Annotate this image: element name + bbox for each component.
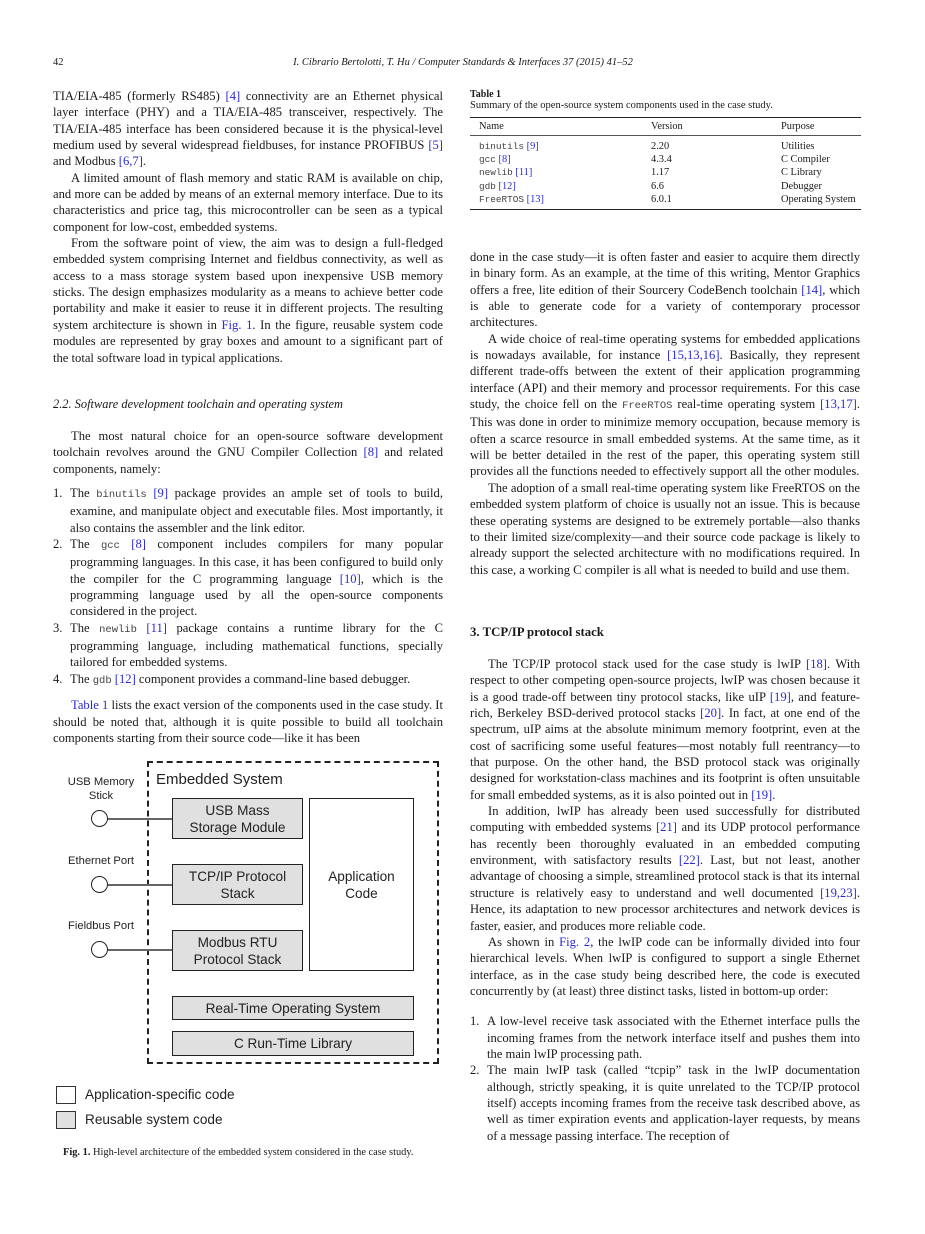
paragraph — [470, 934, 860, 999]
figure-1-caption — [63, 1147, 413, 1158]
text: real-time operating system — [672, 397, 821, 412]
usb-port-icon — [91, 810, 108, 827]
tcpip-protocol-stack-module — [172, 864, 303, 905]
column-header-name: Name — [470, 118, 642, 136]
text: A low-level receive task associated with the Ethernet interface pulls the incoming frames from the network interface itself and pushes them into the main lwIP processing path. — [487, 1014, 860, 1061]
text: The — [70, 486, 97, 501]
list-item — [53, 536, 443, 620]
code-term: gcc — [100, 540, 120, 553]
text: . Basically, they represent different trade-offs between the extent of their application programming interface (API) and their memory and processor requirements. For this case study, the choice fell on the — [470, 348, 860, 412]
connector-line — [108, 818, 172, 820]
caption-text: High-level architecture of the embedded system considered in the case study. — [90, 1147, 414, 1158]
citation-link[interactable]: [13] — [526, 193, 544, 205]
citation-link[interactable]: [4] — [225, 89, 241, 103]
table-row — [470, 193, 861, 210]
text: , and feature-rich, Berkeley BSD-derived protocol stacks — [470, 689, 860, 721]
text: Stick — [88, 790, 114, 802]
text: The — [70, 620, 100, 635]
running-header-citation: I. Cibrario Bertolotti, T. Hu / Computer Standards & Interfaces 37 (2015) 41–52 — [293, 57, 633, 68]
modbus-rtu-protocol-stack-module — [172, 930, 303, 971]
citation-link[interactable]: [11] — [146, 620, 167, 635]
list-number: 1. — [53, 486, 63, 501]
fieldbus-port-icon — [91, 941, 108, 958]
citation-link[interactable]: [9] — [526, 141, 539, 152]
citation-link[interactable]: [19,23] — [820, 885, 857, 900]
text: USB Mass — [205, 802, 270, 818]
rtos-module: Real-Time Operating System — [172, 996, 414, 1020]
text: connectivity are an Ethernet physical layer interface (PHY) and a TIA/EIA-485 transceiver, respectively. The TIA/EIA-485 interface has been considered because it is the physical-level medium used by several widespread fieldbuses, for instance PROFIBUS — [53, 89, 443, 153]
text: package provides an ample set of tools to build, examine, and manipulate object and executable files. Most importantly, it also contains the assembler and the link editor. — [70, 486, 443, 535]
port-label-usb — [56, 775, 146, 803]
paragraph: A limited amount of flash memory and static RAM is available on chip, and more can be added by means of an external memory interface. Due to its characteristics and price tag, this microcontroller can be seen as a typical component for low-cost, embedded systems. — [53, 170, 443, 234]
container-label: Embedded System — [156, 771, 283, 788]
connector-line — [108, 949, 172, 951]
text: . — [142, 154, 147, 169]
usb-mass-storage-module — [172, 798, 303, 839]
text: component provides a command-line based debugger. — [135, 671, 411, 686]
paragraph — [470, 249, 860, 331]
table-subtitle: Summary of the open-source system components used in the case study. — [470, 100, 773, 111]
text: . In the figure, reusable system code modules are represented by gray boxes and amount to a significant part of the total software load in typical applications. — [53, 317, 443, 365]
column-header-version: Version — [642, 118, 772, 136]
cell-name — [470, 153, 642, 166]
text: Code — [345, 885, 378, 901]
list-number: 1. — [470, 1014, 480, 1029]
citation-link[interactable]: [12] — [498, 180, 516, 192]
code-term: FreeRTOS — [622, 400, 673, 413]
paragraph — [53, 428, 443, 477]
cell-version: 6.6 — [651, 180, 664, 192]
citation-link[interactable]: [22] — [678, 853, 700, 868]
text: and related components, namely: — [53, 445, 443, 476]
right-column — [470, 249, 860, 578]
toolchain-list — [53, 485, 443, 689]
paragraph — [53, 697, 443, 746]
text: Protocol Stack — [193, 951, 282, 967]
figure-link[interactable]: Fig. 2 — [559, 934, 591, 949]
section-heading-3: 3. TCP/IP protocol stack — [470, 625, 604, 639]
text: component includes compilers for many popular programming languages. In this case, it has been configured to build only the compiler for the C programming language — [70, 537, 443, 586]
text: , which is the programming language used by all the open-source components considered in the project. — [70, 571, 443, 619]
code-term: newlib — [99, 623, 137, 636]
port-label-ethernet — [56, 854, 146, 868]
paragraph: The adoption of a small real-time operating system like FreeRTOS on the embedded system platform of choice is usually not an issue. This is because these operating systems are designed to be extremely portable—also thanks to their limited size/complexity—and their source code package is likely to already support the selected architecture with no modifications required. In this case, a working C compiler is all what is needed to build and use them. — [470, 480, 860, 577]
cell-name — [470, 136, 642, 154]
text: . — [772, 787, 776, 802]
cell-version: 6.0.1 — [642, 193, 772, 210]
text: Fieldbus Port — [68, 920, 134, 932]
text: package contains a runtime library for the C programming language, including mathematical functions, specially tailored for embedded systems. — [70, 620, 443, 670]
code-term: binutils — [479, 141, 525, 152]
cell-name — [470, 180, 642, 193]
list-number: 2. — [53, 537, 63, 552]
citation-link[interactable]: [5] — [428, 138, 443, 153]
text: The — [70, 671, 93, 686]
figure-link[interactable]: Fig. 1 — [221, 317, 253, 332]
citation-link[interactable]: [8] — [131, 537, 146, 552]
section-heading-2-2: 2.2. Software development toolchain and operating system — [53, 397, 343, 411]
text: The — [70, 537, 101, 552]
text: Stack — [220, 885, 255, 901]
table-row — [470, 180, 861, 193]
paragraph — [53, 88, 443, 170]
table-row — [470, 136, 861, 154]
citation-link[interactable]: [15,13,16] — [667, 348, 720, 363]
list-item — [53, 485, 443, 536]
cell-name — [470, 193, 642, 210]
text: In addition, lwIP has already been used successfully for distributed computing with embedded systems — [470, 804, 860, 835]
text: done in the case study—it is often faster and easier to acquire them directly in binary form. As an example, at the time of this writing, Mentor Graphics offers a free, lite edition of their Sourcery CodeBench toolchain — [470, 250, 860, 297]
text: and its UDP protocol performance has recently been thoroughly evaluated in an embedded computing environment, with satisfactory results — [470, 820, 860, 868]
list-number: 3. — [53, 620, 63, 635]
lwip-task-list — [470, 1013, 860, 1144]
left-column — [53, 88, 443, 366]
cell-purpose: Utilities — [781, 141, 815, 152]
text: The most natural choice for an open-source software development toolchain revolves around the GNU Compiler Collection — [53, 429, 443, 460]
citation-link[interactable]: [10] — [339, 571, 361, 586]
text: Ethernet Port — [68, 855, 134, 867]
cell-purpose: Operating System — [772, 193, 861, 210]
text: lists the exact version of the components used in the case study. It should be noted that, although it is quite possible to build all toolchain components starting from their source code—like it has been — [53, 698, 443, 745]
cell-version: 1.17 — [651, 167, 670, 179]
legend-swatch-reusable — [56, 1111, 76, 1129]
legend-label: Application-specific code — [85, 1087, 235, 1102]
list-number: 2. — [470, 1063, 480, 1078]
list-number: 4. — [53, 671, 63, 686]
table-header-row — [470, 118, 861, 136]
table-1-block — [470, 89, 861, 210]
text: USB Memory — [67, 776, 135, 788]
text: Storage Module — [189, 819, 286, 835]
components-table — [470, 117, 861, 210]
code-term: gdb — [479, 180, 496, 192]
column-header-purpose: Purpose — [772, 118, 861, 136]
text: , the lwIP code can be informally divided into four hierarchical levels. When lwIP is configured to support a single Ethernet interface, as in the case study being described here, the code is executed concurrently by (at least) three distinct tasks, listed in bottom-up order: — [470, 934, 860, 998]
citation-link[interactable]: [20] — [700, 706, 722, 721]
text: A wide choice of real-time operating systems for embedded applications is nowadays available, for instance — [470, 331, 860, 363]
port-label-fieldbus — [56, 919, 146, 933]
text: Application — [328, 868, 395, 884]
cell-version: 2.20 — [651, 141, 670, 152]
citation-link[interactable]: [19] — [769, 689, 791, 704]
paragraph — [470, 656, 860, 803]
cell-purpose: C Library — [781, 167, 822, 179]
paragraph — [53, 235, 443, 366]
citation-link[interactable]: [21] — [655, 820, 677, 835]
code-term: newlib — [479, 167, 513, 179]
text: . This was done in order to minimize memory occupation, because memory is often a scarce resource in small embedded systems. At the same time, as it will be better detailed in the rest of the paper, this operating system still provides all the functions needed to effectively support all the other modules. — [470, 397, 860, 479]
connector-line — [108, 884, 172, 886]
text: , which is able to generate code for a variety of contemporary processor architectures. — [470, 282, 860, 330]
table-title: Table 1 — [470, 89, 502, 100]
text: TIA/EIA-485 (formerly RS485) — [53, 89, 226, 103]
citation-link[interactable]: [12] — [114, 671, 136, 686]
text: . Hence, its adaptation to new processor architectures and network devices is faster, easier, and produces more reliable code. — [470, 885, 860, 933]
cell-purpose: Debugger — [781, 180, 822, 192]
caption-label: Fig. 1. — [63, 1147, 91, 1158]
list-item — [53, 620, 443, 671]
cell-version: 4.3.4 — [651, 154, 672, 166]
text: Modbus RTU — [197, 934, 278, 950]
table-row — [470, 166, 861, 179]
ethernet-port-icon — [91, 876, 108, 893]
cell-name — [470, 166, 642, 179]
cell-purpose: C Compiler — [781, 154, 830, 166]
list-item — [470, 1062, 860, 1144]
citation-link[interactable]: [18] — [806, 657, 827, 671]
application-code-module — [309, 798, 414, 971]
paragraph — [470, 803, 860, 934]
code-term: gdb — [92, 674, 112, 687]
code-term: gcc — [479, 154, 496, 166]
text: The main lwIP task (called “tcpip” task in the lwIP documentation although, strictly speaking, it is quite unrelated to the TCP/IP protocol itself) accepts incoming frames from the receive task described above, as well as timer expiration events and application-layer requests, by means of a message passing interface. The reception of — [487, 1063, 860, 1143]
citation-link[interactable]: [8] — [498, 154, 511, 166]
page-number: 42 — [53, 57, 64, 68]
citation-link[interactable]: [13,17] — [820, 397, 857, 412]
text: The TCP/IP protocol stack used for the case study is lwIP — [488, 657, 806, 671]
list-item — [470, 1013, 860, 1062]
citation-link[interactable]: [19] — [751, 787, 773, 802]
legend-swatch-application-specific — [56, 1086, 76, 1104]
text: . Last, but not least, another advantage of choosing a simple, streamlined protocol stack is that its internal structure is relatively easy to understand and well documented — [470, 853, 860, 900]
right-column-continued — [470, 656, 860, 1144]
text: As shown in — [488, 934, 560, 949]
list-item — [53, 671, 443, 689]
text: TCP/IP Protocol — [188, 868, 287, 884]
text: . With respect to other competing open-source projects, lwIP was chosen because it is a good trade-off between tiny protocol stacks, like uIP — [470, 657, 861, 704]
c-runtime-library-module: C Run-Time Library — [172, 1031, 414, 1056]
table-link[interactable]: Table 1 — [71, 698, 109, 713]
legend-label: Reusable system code — [85, 1112, 223, 1127]
citation-link[interactable]: [11] — [515, 167, 533, 179]
citation-link[interactable]: [6,7] — [118, 154, 143, 169]
text: and Modbus — [53, 154, 119, 169]
code-term: binutils — [96, 489, 147, 502]
text: . In fact, at one end of the spectrum, uIP aims at the absolute minimum memory footprint, even at the cost of sacrificing some useful features—most notably full reentrancy—to that purpose. On the other hand, the BSD protocol stack was originally designed for workstation-class machines and its footprint is often unsuitable for small embedded systems, as it is also pointed out in — [470, 706, 860, 802]
paragraph — [470, 331, 860, 480]
text: From the software point of view, the aim was to design a full-fledged embedded system comprising Internet and fieldbus connectivity, as well as access to a mass storage system based upon inexpensive USB memory sticks. The design emphasizes modularity as a means to achieve better code portability and make it easier to reuse it in different projects. The resulting system architecture is shown in — [53, 236, 443, 332]
citation-link[interactable]: [9] — [153, 486, 169, 501]
citation-link[interactable]: [14] — [801, 282, 823, 297]
table-row — [470, 153, 861, 166]
code-term: FreeRTOS — [479, 193, 525, 205]
citation-link[interactable]: [8] — [363, 445, 379, 460]
left-column-continued — [53, 428, 443, 746]
